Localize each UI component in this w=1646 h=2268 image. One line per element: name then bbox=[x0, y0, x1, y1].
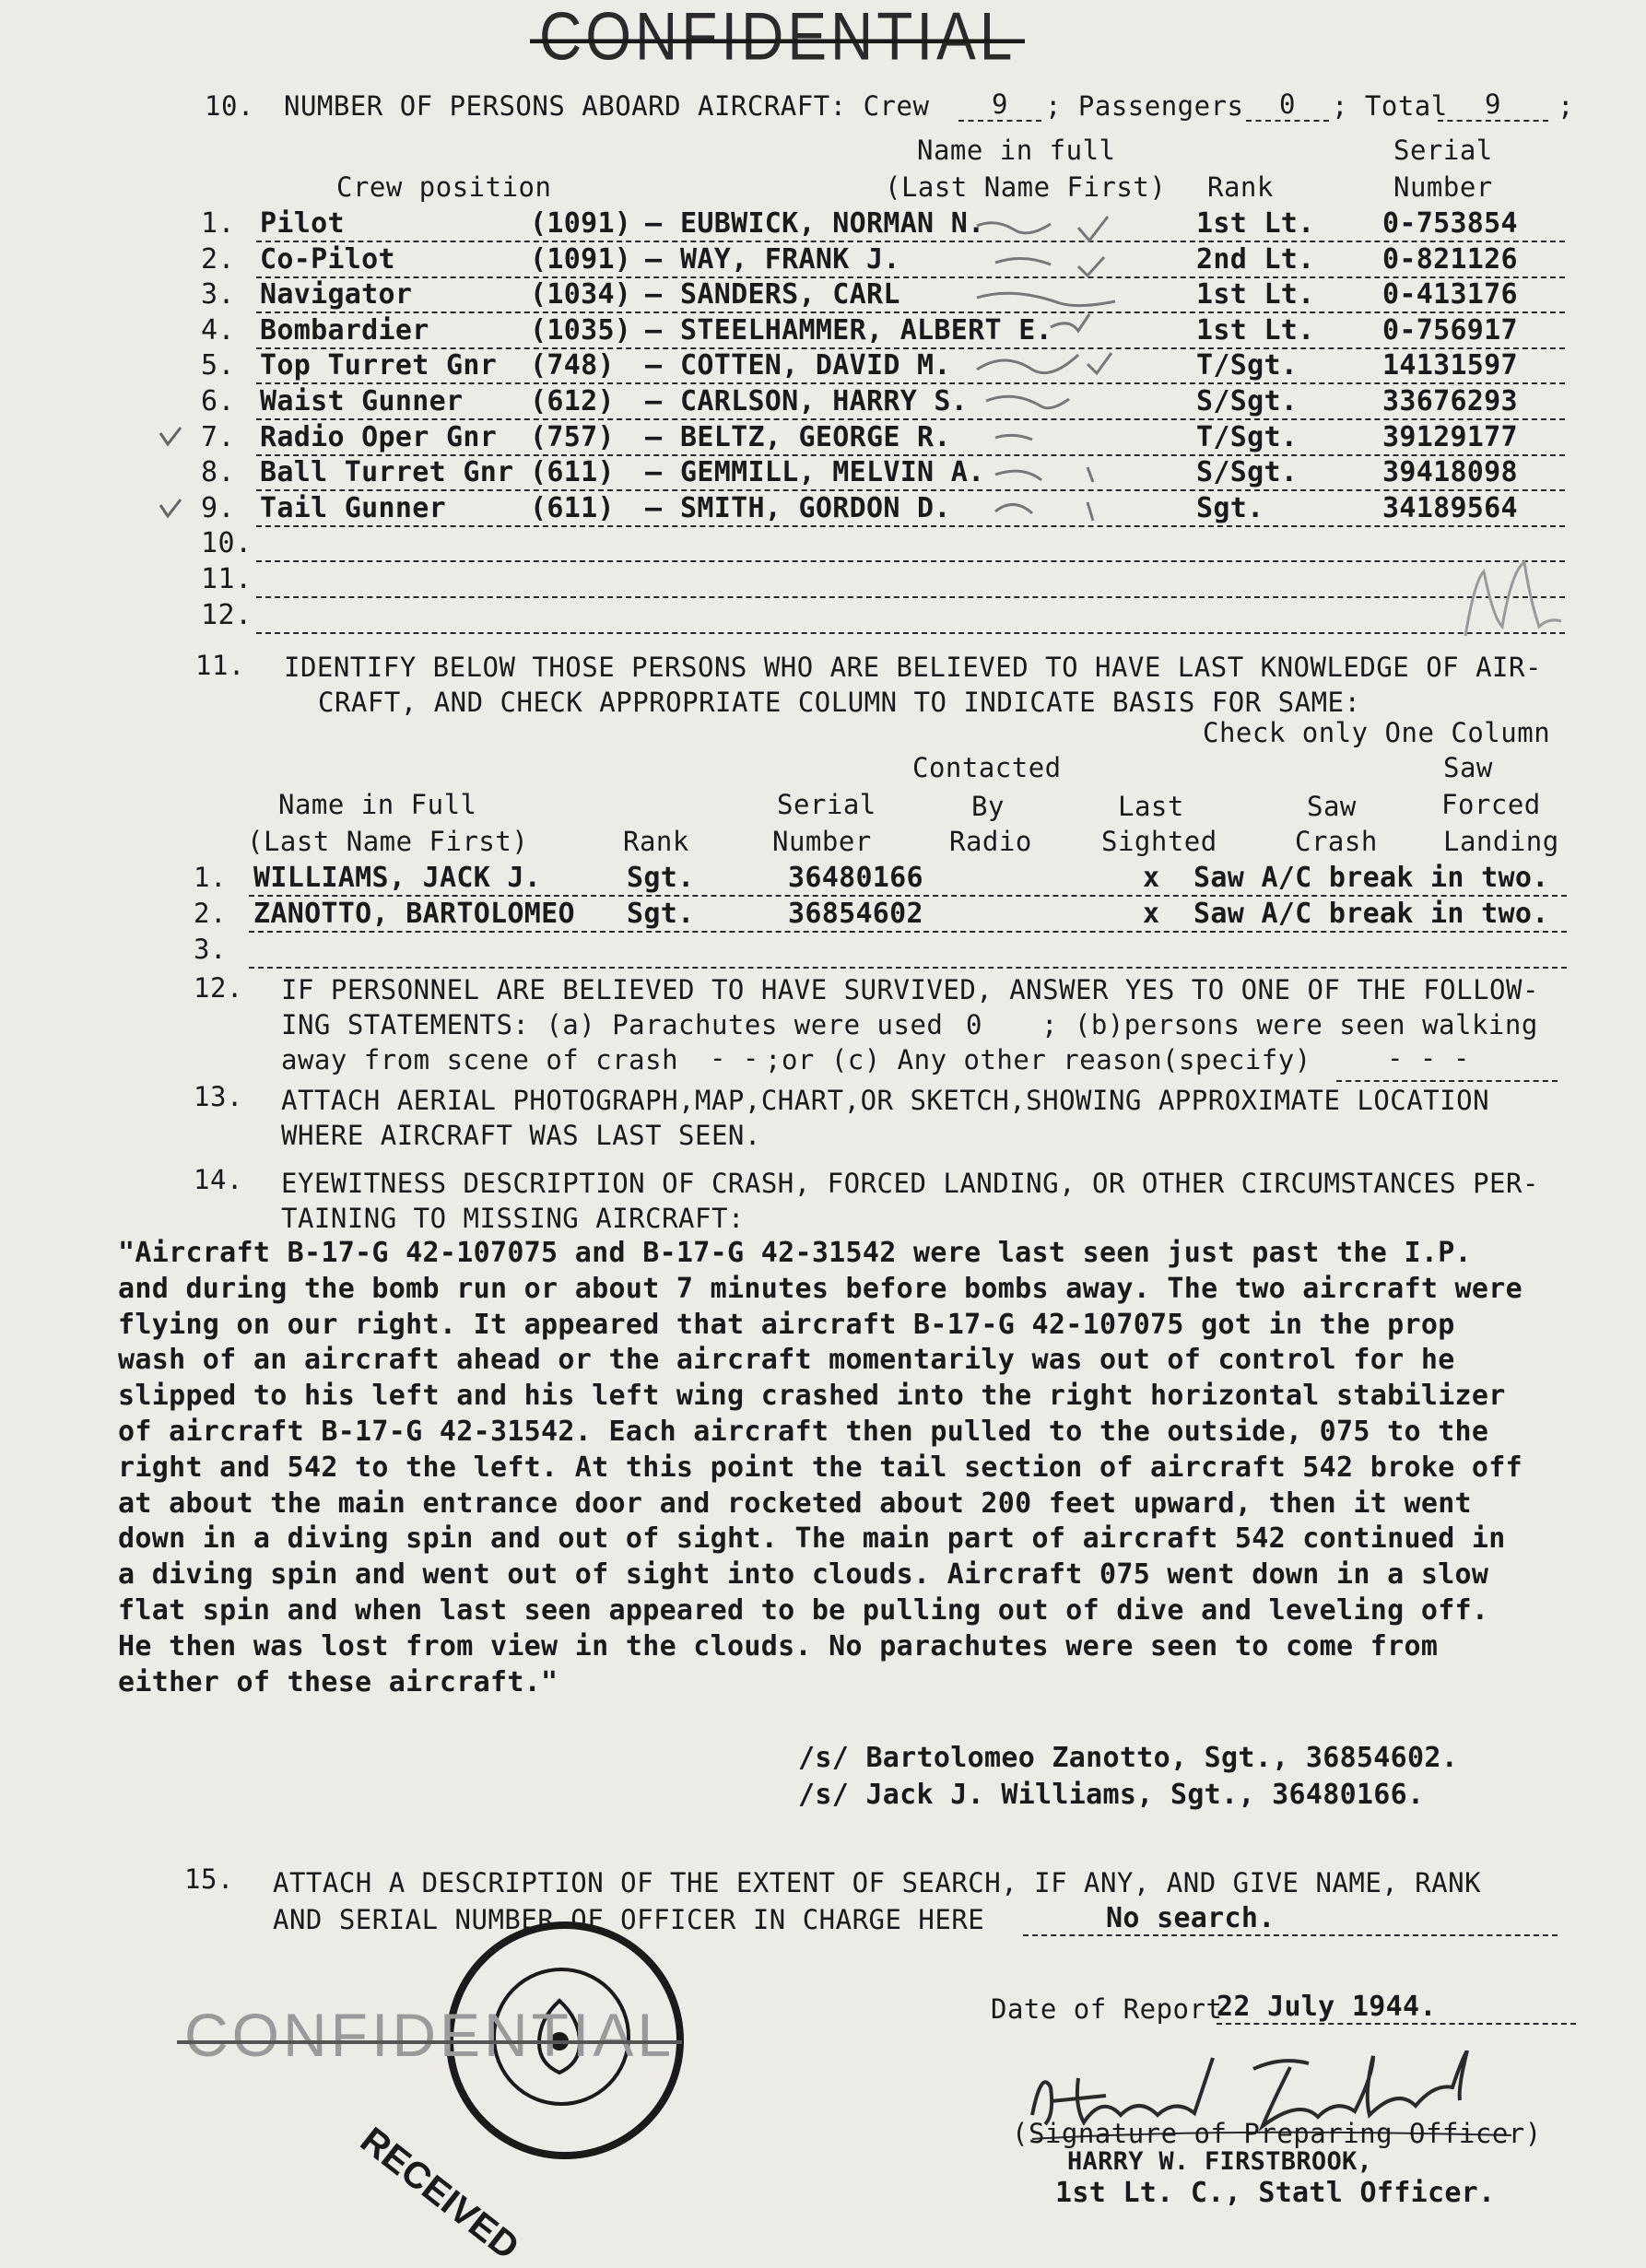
witness-remark: Saw A/C break in two. bbox=[1193, 898, 1549, 930]
crew-row-number: 2. bbox=[201, 242, 236, 276]
check-one-column-note: Check only One Column bbox=[1203, 717, 1551, 748]
crew-name-leader-dash-icon: — bbox=[645, 278, 663, 311]
crew-checkmarks bbox=[958, 207, 1180, 539]
parachutes-value: 0 bbox=[966, 1009, 982, 1040]
item-12-number: 12. bbox=[194, 972, 243, 1004]
narrative-line: and during the bomb run or about 7 minutes before bombs away. The two aircraft were bbox=[118, 1272, 1523, 1305]
crew-row-number: 9. bbox=[201, 491, 236, 524]
crew-name: EUBWICK, NORMAN N. bbox=[680, 207, 985, 240]
classification-stamp-top: CONFIDENTIAL bbox=[539, 0, 1016, 76]
w-header-contacted-mid: By bbox=[971, 791, 1005, 822]
w-header-saw-bottom: Crash bbox=[1295, 826, 1378, 857]
witness-row-number: 1. bbox=[194, 862, 227, 893]
crew-mos-code: (748) bbox=[530, 349, 615, 382]
w-header-serial-top: Serial bbox=[777, 789, 876, 820]
w-header-name-bottom: (Last Name First) bbox=[247, 826, 529, 857]
crew-serial: 0-753854 bbox=[1382, 207, 1518, 240]
search-value: No search. bbox=[1023, 1902, 1558, 1936]
witness-rank: Sgt. bbox=[627, 898, 695, 930]
passengers-count: 0 bbox=[1246, 88, 1329, 122]
narrative-line: of aircraft B-17-G 42-31542. Each aircraft then pulled to the outside, 075 to the bbox=[118, 1416, 1489, 1448]
crew-mos-code: (1091) bbox=[530, 242, 632, 276]
crew-name-leader-dash-icon: — bbox=[645, 420, 663, 453]
other-reason-value: - - - bbox=[1387, 1042, 1470, 1074]
crew-row-number: 4. bbox=[201, 313, 236, 347]
crew-serial: 0-756917 bbox=[1382, 313, 1518, 347]
item-12-line-1: IF PERSONNEL ARE BELIEVED TO HAVE SURVIVED, ANSWER YES TO ONE OF THE FOLLOW- bbox=[281, 974, 1539, 1005]
w-header-contacted-bottom: Radio bbox=[949, 826, 1032, 857]
crew-serial: 33676293 bbox=[1382, 385, 1518, 417]
crew-mos-code: (757) bbox=[530, 420, 615, 453]
walking-value: - - bbox=[710, 1042, 759, 1074]
w-header-serial-bottom: Number bbox=[772, 826, 872, 857]
signature-line-williams: /s/ Jack J. Williams, Sgt., 36480166. bbox=[798, 1779, 1425, 1811]
witness-row-number: 2. bbox=[194, 898, 227, 929]
narrative-line: "Aircraft B-17-G 42-107075 and B-17-G 42-31542 were last seen just past the I.P. bbox=[118, 1237, 1472, 1269]
crew-name: WAY, FRANK J. bbox=[680, 242, 900, 276]
officer-name: HARRY W. FIRSTBROOK, bbox=[1067, 2147, 1373, 2176]
narrative-line: flat spin and when last seen appeared to be pulling out of dive and leveling off. bbox=[118, 1594, 1489, 1627]
narrative-line: wash of an aircraft ahead or the aircraft momentarily was out of control for he bbox=[118, 1344, 1455, 1377]
crew-name: CARLSON, HARRY S. bbox=[680, 385, 969, 417]
header-position: Crew position bbox=[336, 171, 552, 203]
crew-row-rule bbox=[256, 596, 1565, 598]
item-12-line-3b: ;or (c) Any other reason(specify) bbox=[765, 1044, 1311, 1075]
item-11-line-1: IDENTIFY BELOW THOSE PERSONS WHO ARE BELIEVED TO HAVE LAST KNOWLEDGE OF AIR- bbox=[284, 652, 1542, 683]
crew-rank: 1st Lt. bbox=[1196, 313, 1315, 347]
item-14-line-1: EYEWITNESS DESCRIPTION OF CRASH, FORCED LANDING, OR OTHER CIRCUMSTANCES PER- bbox=[281, 1168, 1539, 1199]
w-header-forced-top: Saw bbox=[1443, 752, 1493, 783]
crew-rank: T/Sgt. bbox=[1196, 349, 1299, 382]
margin-scribble bbox=[1456, 553, 1567, 654]
witness-name: WILLIAMS, JACK J. bbox=[253, 862, 542, 894]
crew-row-number: 10. bbox=[201, 527, 253, 560]
crew-mos-code: (611) bbox=[530, 491, 615, 524]
item-12-line-2b: ; (b)persons were seen walking bbox=[1041, 1009, 1538, 1040]
item-13-number: 13. bbox=[194, 1081, 243, 1112]
crew-name: BELTZ, GEORGE R. bbox=[680, 420, 951, 453]
crew-serial: 39129177 bbox=[1382, 420, 1518, 453]
item-10-end: ; bbox=[1558, 90, 1574, 122]
crew-row-number: 8. bbox=[201, 456, 236, 489]
crew-rank: Sgt. bbox=[1196, 491, 1264, 524]
crew-row-number: 1. bbox=[201, 207, 236, 240]
crew-rank: 1st Lt. bbox=[1196, 207, 1315, 240]
crew-name: GEMMILL, MELVIN A. bbox=[680, 456, 985, 489]
item-14-line-2: TAINING TO MISSING AIRCRAFT: bbox=[281, 1203, 745, 1234]
item-10-number: 10. bbox=[205, 90, 254, 122]
witness-remark: Saw A/C break in two. bbox=[1193, 862, 1549, 894]
crew-row-rule bbox=[256, 525, 1565, 527]
crew-serial: 0-821126 bbox=[1382, 242, 1518, 276]
crew-row-number: 11. bbox=[201, 563, 253, 595]
header-name-top: Name in full bbox=[917, 135, 1116, 166]
crew-name: SANDERS, CARL bbox=[680, 278, 900, 311]
w-header-forced-mid: Forced bbox=[1441, 789, 1541, 820]
total-label: ; Total bbox=[1332, 90, 1448, 122]
signature-caption: (Signature of Preparing Officer) bbox=[1012, 2118, 1542, 2149]
w-header-last-top: Last bbox=[1118, 791, 1184, 822]
item-13-line-2: WHERE AIRCRAFT WAS LAST SEEN. bbox=[281, 1120, 761, 1151]
witness-name: ZANOTTO, BARTOLOMEO bbox=[253, 898, 575, 930]
crew-mos-code: (611) bbox=[530, 456, 615, 489]
crew-position: Radio Oper Gnr bbox=[260, 420, 498, 453]
crew-position: Navigator bbox=[260, 278, 413, 311]
header-serial-top: Serial bbox=[1393, 135, 1493, 166]
item-15-number: 15. bbox=[184, 1863, 234, 1895]
witness-row-number: 3. bbox=[194, 934, 227, 965]
crew-name: STEELHAMMER, ALBERT E. bbox=[680, 313, 1052, 347]
w-header-forced-bottom: Landing bbox=[1443, 826, 1559, 857]
w-header-saw-top: Saw bbox=[1307, 791, 1357, 822]
date-of-report-value: 22 July 1944. bbox=[1217, 1991, 1576, 2025]
crew-rank: 1st Lt. bbox=[1196, 278, 1315, 311]
crew-row-number: 7. bbox=[201, 420, 236, 453]
crew-serial: 0-413176 bbox=[1382, 278, 1518, 311]
crew-name-leader-dash-icon: — bbox=[645, 456, 663, 489]
witness-last-sighted: x bbox=[1143, 898, 1160, 930]
crew-row-rule bbox=[256, 241, 1565, 242]
narrative-line: He then was lost from view in the clouds. No parachutes were seen to come from bbox=[118, 1629, 1439, 1663]
w-header-name-top: Name in Full bbox=[278, 789, 477, 820]
crew-rank: S/Sgt. bbox=[1196, 385, 1299, 417]
crew-name: SMITH, GORDON D. bbox=[680, 491, 951, 524]
crew-mos-code: (1034) bbox=[530, 278, 632, 311]
crew-name: COTTEN, DAVID M. bbox=[680, 349, 951, 382]
item-15-line-1: ATTACH A DESCRIPTION OF THE EXTENT OF SEARCH, IF ANY, AND GIVE NAME, RANK bbox=[273, 1867, 1482, 1898]
item-11-line-2: CRAFT, AND CHECK APPROPRIATE COLUMN TO INDICATE BASIS FOR SAME: bbox=[318, 687, 1361, 718]
item-14-number: 14. bbox=[194, 1164, 243, 1195]
item-12-line-2a: ING STATEMENTS: (a) Parachutes were used bbox=[281, 1009, 944, 1040]
w-header-last-bottom: Sighted bbox=[1101, 826, 1217, 857]
narrative-line: slipped to his left and his left wing crashed into the right horizontal stabilizer bbox=[118, 1380, 1506, 1413]
crew-position: Pilot bbox=[260, 207, 345, 240]
crew-mos-code: (612) bbox=[530, 385, 615, 417]
narrative-line: either of these aircraft." bbox=[118, 1665, 558, 1698]
narrative-line: right and 542 to the left. At this point the tail section of aircraft 542 broke off bbox=[118, 1451, 1523, 1484]
header-rank: Rank bbox=[1207, 171, 1274, 203]
crew-rank: S/Sgt. bbox=[1196, 456, 1299, 489]
crew-position: Tail Gunner bbox=[260, 491, 446, 524]
crew-name-leader-dash-icon: — bbox=[645, 207, 663, 240]
crew-rank: T/Sgt. bbox=[1196, 420, 1299, 453]
passengers-label: ; Passengers bbox=[1045, 90, 1244, 122]
w-header-rank: Rank bbox=[623, 826, 689, 857]
total-count: 9 bbox=[1438, 88, 1548, 122]
crew-row-number: 12. bbox=[201, 598, 253, 631]
signature-line-zanotto: /s/ Bartolomeo Zanotto, Sgt., 36854602. bbox=[798, 1742, 1459, 1774]
witness-row-rule bbox=[249, 931, 1567, 933]
classification-stamp-bottom: CONFIDENTIAL bbox=[184, 2000, 675, 2070]
crew-serial: 34189564 bbox=[1382, 491, 1518, 524]
crew-mos-code: (1091) bbox=[530, 207, 632, 240]
witness-serial: 36854602 bbox=[788, 898, 923, 930]
crew-row-number: 5. bbox=[201, 349, 236, 382]
header-serial-bottom: Number bbox=[1393, 171, 1493, 203]
crew-position: Waist Gunner bbox=[260, 385, 464, 417]
crew-name-leader-dash-icon: — bbox=[645, 313, 663, 347]
item-11-number: 11. bbox=[195, 650, 245, 681]
date-of-report-label: Date of Report bbox=[991, 1993, 1223, 2025]
crew-serial: 39418098 bbox=[1382, 456, 1518, 489]
crew-mos-code: (1035) bbox=[530, 313, 632, 347]
witness-row-rule bbox=[249, 895, 1567, 897]
crew-serial: 14131597 bbox=[1382, 349, 1518, 382]
crew-position: Ball Turret Gnr bbox=[260, 456, 514, 489]
item-12-line-3a: away from scene of crash bbox=[281, 1044, 679, 1075]
item-13-line-1: ATTACH AERIAL PHOTOGRAPH,MAP,CHART,OR SKETCH,SHOWING APPROXIMATE LOCATION bbox=[281, 1085, 1490, 1116]
officer-title: 1st Lt. C., Statl Officer. bbox=[1055, 2177, 1496, 2209]
crew-row-rule bbox=[256, 632, 1565, 634]
crew-count: 9 bbox=[958, 88, 1041, 122]
witness-rank: Sgt. bbox=[627, 862, 695, 894]
crew-name-leader-dash-icon: — bbox=[645, 349, 663, 382]
item-15-line-2: AND SERIAL NUMBER OF OFFICER IN CHARGE HERE bbox=[273, 1904, 985, 1935]
crew-name-leader-dash-icon: — bbox=[645, 491, 663, 524]
crew-name-leader-dash-icon: — bbox=[645, 385, 663, 417]
crew-row-rule bbox=[256, 560, 1565, 562]
narrative-line: at about the main entrance door and rocketed about 200 feet upward, then it went bbox=[118, 1487, 1472, 1520]
w-header-contacted-top: Contacted bbox=[912, 752, 1062, 783]
witness-serial: 36480166 bbox=[788, 862, 923, 894]
received-stamp-text: RECEIVED bbox=[352, 2120, 527, 2268]
crew-row-number: 3. bbox=[201, 278, 236, 311]
crew-row-rule bbox=[256, 276, 1565, 278]
crew-position: Bombardier bbox=[260, 313, 429, 347]
item-10-label: NUMBER OF PERSONS ABOARD AIRCRAFT: Crew bbox=[284, 90, 930, 122]
witness-row-rule bbox=[249, 967, 1567, 969]
margin-checkmarks bbox=[155, 424, 192, 544]
header-name-bottom: (Last Name First) bbox=[885, 171, 1167, 203]
witness-last-sighted: x bbox=[1143, 862, 1160, 894]
crew-row-number: 6. bbox=[201, 385, 236, 417]
crew-name-leader-dash-icon: — bbox=[645, 242, 663, 276]
crew-position: Co-Pilot bbox=[260, 242, 395, 276]
crew-position: Top Turret Gnr bbox=[260, 349, 498, 382]
crew-rank: 2nd Lt. bbox=[1196, 242, 1315, 276]
narrative-line: flying on our right. It appeared that aircraft B-17-G 42-107075 got in the prop bbox=[118, 1308, 1455, 1341]
narrative-line: a diving spin and went out of sight into clouds. Aircraft 075 went down in a slow bbox=[118, 1558, 1489, 1592]
narrative-line: down in a diving spin and out of sight. The main part of aircraft 542 continued in bbox=[118, 1522, 1506, 1556]
